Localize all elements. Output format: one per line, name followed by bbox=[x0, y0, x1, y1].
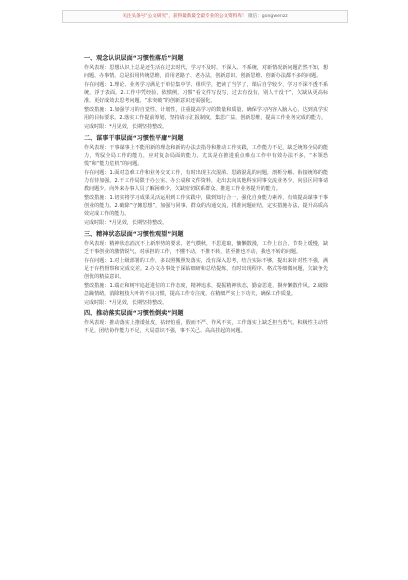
section-2-paragraph: 存在问题：1.面对急难工作和业务交叉工作，有时出现主次混淆、思路混乱的问题，剖析分解、衔接统筹的能力有待加强。2.干工作局限于办公室、办公桌和文件资料，走出去向其他科室同事交流业务少，向县区同事请教问题少，向外来办事人员了解困难少，欠缺密切联系群众、推进工作业务提升的能力。 bbox=[84, 169, 328, 193]
section-heading-4: 四、推动落实层面“习惯性倒卖”问题 bbox=[84, 310, 184, 318]
promo-banner-text: 关注头条号“公文研究”，获得最新最全最专业的公文资料库！ bbox=[122, 14, 247, 19]
section-4-paragraph: 作风表现：推动落实上推诿扯皮，拈轻怕重，假而不严、作风不实，工作落实上缺乏担当勇气、积极性主动性不足，团结协作能力不足，大局意识不强，事不关己、高高挂起的问题。 bbox=[84, 320, 328, 335]
section-1-paragraph: 存在问题：1.理论、业务学习满足于单位集中学、组织学，把读了当学了，课后自学较少，学习不深不透不系统，浮于表面。2.工作中凭经验、依惯例，习惯“看文件写没写，过去有没有，别人干没干”，欠缺从更高标准、更好成效去思考问题、“求突破”的创新意识还需强化。 bbox=[84, 82, 328, 105]
document-body bbox=[84, 54, 328, 336]
section-3-paragraph: 存在问题：1.对上级部署的工作，多以照搬照发落实，没有深入思考，结合实际不够，提出来针对性不强，满足于存档督察和完成交差。2.办文办事处于深钻细研和总结提炼，有时出现程序、格式等细微问题，欠缺争先创优的精益意识。 bbox=[84, 257, 328, 280]
section-heading-1: 一、观念认识层面“习惯性落后”问题 bbox=[84, 55, 184, 62]
section-2-paragraph: 作风表现：干事谋事上不能用新的理念和新的办法去指导和推动工作实践，工作能力不足，缺乏统筹全局的能力，驾驭全局工作的能力，应对复杂局面的能力，尤其是在推进重点难点工作中有效办法不多，“本领恐慌”和“能力危机”的问题。 bbox=[84, 144, 328, 167]
section-3-paragraph: 整改措施：1.端正和树牢追赶进位的工作态度，精神追求，提振精神状态，勤奋思进，摒弃懒散作风。2.破除急躁情绪，消除粗枝大叶的不良习惯，提高工作专注度，在精细严实上下功夫，确保工作质量。 bbox=[84, 282, 328, 297]
section-heading-3: 三、精神状态层面“习惯性观望”问题 bbox=[84, 230, 184, 238]
section-1-paragraph: 作风表现：思想认识上总是还生活在过去时代，学习不及时、不深入、不系统，对新情况新问题茫然不知，想问题、办事情，总是沿用传统思维，沿用老路子、老办法，创新意识、创新思维、创新办法都不多的问题。 bbox=[84, 65, 328, 80]
promo-banner[interactable] bbox=[62, 10, 348, 23]
section-2-paragraph: 整改措施：1.切实将学习成果灵活运用到工作实践中，做到知行合一，强化自身能力素养，有效提高谋事干事创业的能力。2.破除“守摊思想”，加强与同事、群众的沟通交流，找准问题症结，定实措施办法，提升高质高效完成工作的能力。 bbox=[84, 195, 328, 218]
section-3-paragraph: 完成时限：*月见效，长期坚持整改。 bbox=[84, 299, 168, 306]
section-3-paragraph: 作风表现：精神状态消沉不上新形势的要求，老气横秋，不思进取，慵懒散漫，工作上盲合，节奏上缓慢，缺乏干事创业的激情锐气，对承担的工作，不懂不动，不推不转，甚至推也不动，我也不转的问题。 bbox=[84, 240, 328, 255]
section-2-paragraph: 完成时限：*月见效，长期坚持整改。 bbox=[84, 220, 168, 227]
section-1-paragraph: 完成时限：*月见效，长期坚持整改。 bbox=[84, 124, 168, 131]
section-heading-2: 二、谋事干事层面“习惯性平庸”问题 bbox=[84, 134, 184, 142]
promo-banner-wechat: 微信：gongwenzz bbox=[248, 14, 288, 19]
section-1-paragraph: 整改措施：1.加强学习的自觉性、计划性，注重提高学习的数量和质量，确保学习内容入脑入心，达到真学实用的目标要求。2.落实工作提前筹划，坚持请示汇报制度，集思广益、创新思维，提高工作业务完成的能力。 bbox=[84, 107, 328, 122]
